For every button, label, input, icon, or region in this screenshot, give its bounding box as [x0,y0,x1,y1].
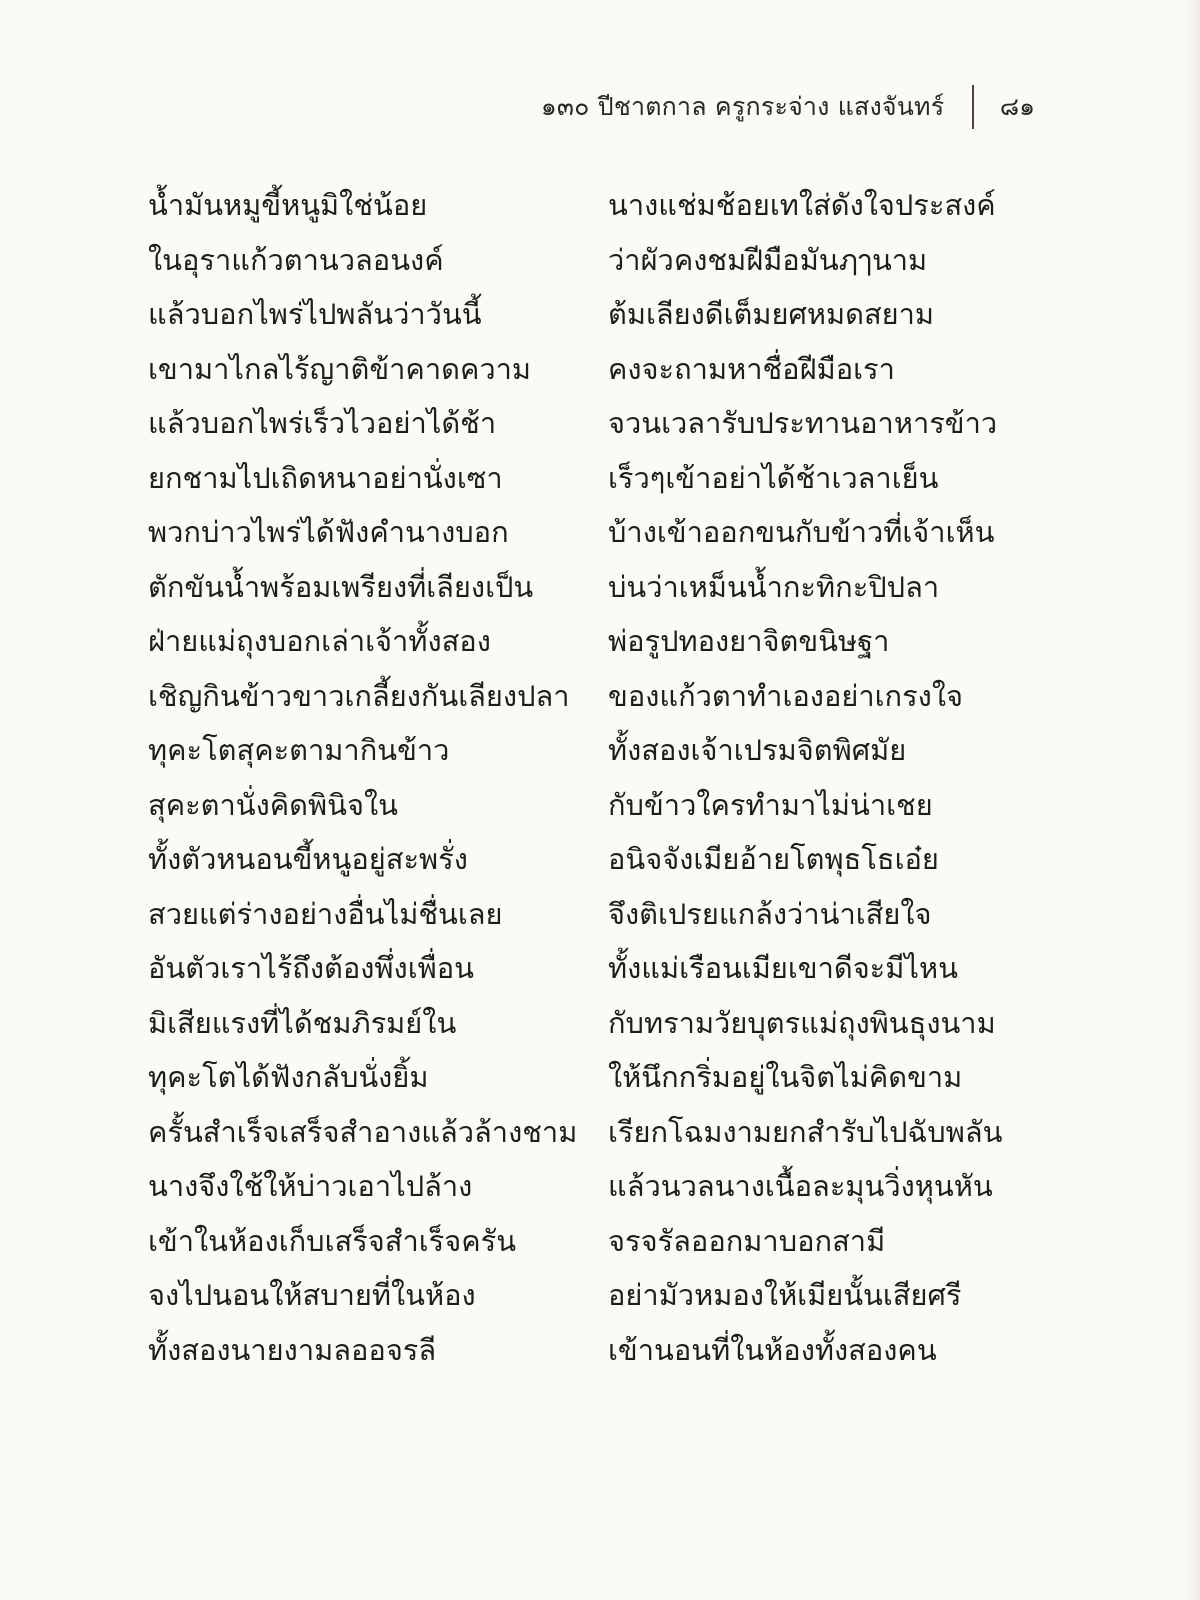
poem-line-left: ทุคะโตสุคะตามากินข้าว [148,733,450,767]
poem-line-right: อนิจจังเมียอ้ายโตพุธโธเอ๋ย [608,842,939,876]
poem-line-left: เข้าในห้องเก็บเสร็จสำเร็จครัน [148,1223,517,1258]
poem-line-left: นางจึงใช้ให้บ่าวเอาไปล้าง [148,1169,473,1203]
poem-line-left: พวกบ่าวไพร่ได้ฟังคำนางบอก [148,515,509,549]
poem-line-left: สวยแต่ร่างอย่างอื่นไม่ชื่นเลย [148,896,503,931]
poem-line-right: ทั้งแม่เรือนเมียเขาดีจะมีไหน [608,951,958,985]
poem-line-left: เขามาไกลไร้ญาติข้าคาดความ [148,351,532,386]
poem-line-left: ทั้งตัวหนอนขี้หนูอยู่สะพรั่ง [148,842,468,876]
running-header [541,82,1035,132]
poem-line-right: จึงติเปรยแกล้งว่าน่าเสียใจ [608,896,932,931]
poem-line-right: ทั้งสองเจ้าเปรมจิตพิศมัย [608,733,907,767]
poem-stanza-row [148,505,1028,560]
poem-stanza-row [148,1105,1028,1160]
poem-stanza-row [148,941,1028,996]
poem-line-left: เชิญกินข้าวขาวเกลี้ยงกันเลียงปลา [148,678,570,713]
poem-line-left: ฝ่ายแม่ถุงบอกเล่าเจ้าทั้งสอง [148,624,491,658]
page-edge-shadow [1186,0,1200,1600]
poem-stanza-row [148,178,1028,233]
poem-line-right: กับทรามวัยบุตรแม่ถุงพินธุงนาม [608,1005,996,1040]
poem-line-right: พ่อรูปทองยาจิตขนิษฐา [608,624,890,658]
header-divider [972,85,974,129]
poem-line-right: จวนเวลารับประทานอาหารข้าว [608,406,998,440]
poem-line-right: คงจะถามหาชื่อฝีมือเรา [608,351,895,386]
poem-stanza-row [148,778,1028,833]
poem-line-right: อย่ามัวหมองให้เมียนั้นเสียศรี [608,1278,962,1312]
poem-stanza-row [148,614,1028,669]
poem-line-right: นางแช่มช้อยเทใส่ดังใจประสงค์ [608,188,996,222]
poem-line-left: ครั้นสำเร็จเสร็จสำอางแล้วล้างชาม [148,1114,578,1149]
poem-stanza-row [148,1268,1028,1323]
poem-line-right: เร็วๆเข้าอย่าได้ช้าเวลาเย็น [608,460,939,495]
poem-line-right: บ่นว่าเหม็นน้ำกะทิกะปิปลา [608,569,940,604]
poem-stanza-row [148,723,1028,778]
poem-line-left: อันตัวเราไร้ถึงต้องพึ่งเพื่อน [148,951,474,985]
poem-stanza-row [148,1159,1028,1214]
poem-line-right: ให้นึกกริ่มอยู่ในจิตไม่คิดขาม [608,1060,963,1094]
poem-stanza-row [148,996,1028,1051]
poem-stanza-row [148,233,1028,288]
poem-line-left: ทุคะโตได้ฟังกลับนั่งยิ้ม [148,1060,429,1094]
poem-line-left: ตักขันน้ำพร้อมเพรียงที่เลียงเป็น [148,569,534,604]
poem-body [148,178,1028,1377]
poem-line-left: มิเสียแรงที่ได้ชมภิรมย์ใน [148,1005,457,1040]
poem-line-left: สุคะตานั่งคิดพินิจใน [148,787,398,822]
poem-stanza-row [148,451,1028,506]
poem-stanza-row [148,342,1028,397]
page-number: ๘๑ [999,92,1035,121]
running-title: ๑๓๐ ปีชาตกาล ครูกระจ่าง แสงจันทร์ [540,92,945,121]
poem-stanza-row [148,1323,1028,1378]
poem-stanza-row [148,669,1028,724]
poem-stanza-row [148,287,1028,342]
poem-line-right: กับข้าวใครทำมาไม่น่าเชย [608,787,933,822]
poem-stanza-row [148,396,1028,451]
poem-line-right: เข้านอนที่ในห้องทั้งสองคน [608,1332,937,1367]
poem-line-right: ต้มเลียงดีเต็มยศหมดสยาม [608,297,935,331]
poem-line-right: จรจรัลออกมาบอกสามี [608,1223,886,1258]
poem-line-right: ว่าผัวคงชมฝีมือมันฦๅนาม [608,242,928,277]
poem-line-right: แล้วนวลนางเนื้อละมุนวิ่งหุนหัน [608,1169,993,1203]
poem-stanza-row [148,887,1028,942]
poem-line-left: แล้วบอกไพร่ไปพลันว่าวันนี้ [148,297,482,331]
poem-line-left: ในอุราแก้วตานวลอนงค์ [148,242,444,277]
poem-line-left: จงไปนอนให้สบายที่ในห้อง [148,1278,476,1312]
poem-stanza-row [148,832,1028,887]
poem-stanza-row [148,1214,1028,1269]
poem-stanza-row [148,1050,1028,1105]
poem-line-right: เรียกโฉมงามยกสำรับไปฉับพลัน [608,1114,1003,1149]
poem-line-left: แล้วบอกไพร่เร็วไวอย่าได้ช้า [148,406,497,440]
poem-stanza-row [148,560,1028,615]
poem-line-left: ยกชามไปเถิดหนาอย่านั่งเซา [148,460,503,495]
poem-line-left: น้ำมันหมูขี้หนูมิใช่น้อย [148,188,428,222]
poem-line-left: ทั้งสองนายงามลออจรลี [148,1332,437,1367]
poem-line-right: ของแก้วตาทำเองอย่าเกรงใจ [608,678,963,713]
poem-line-right: บ้างเข้าออกขนกับข้าวที่เจ้าเห็น [608,515,995,549]
